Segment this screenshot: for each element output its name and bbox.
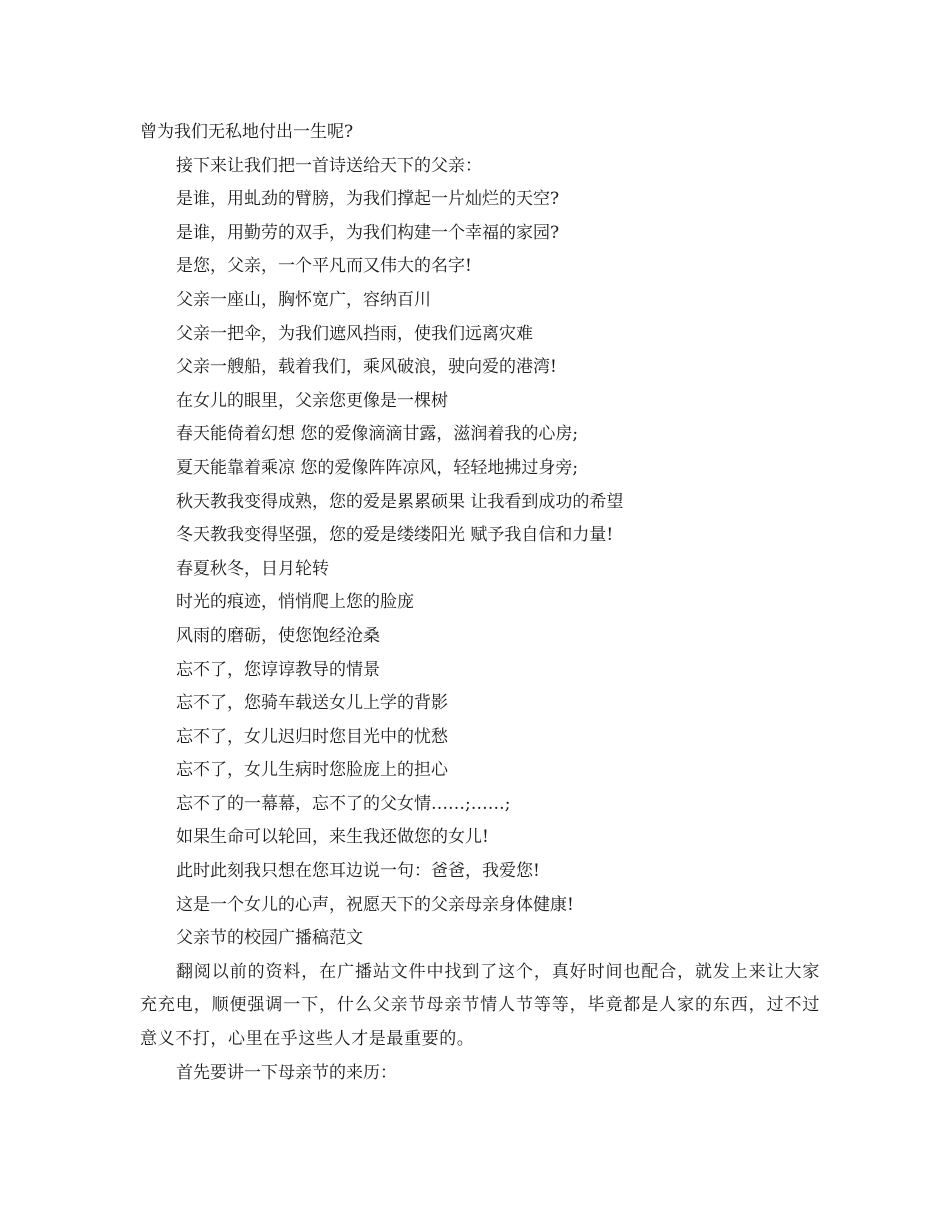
poem-line: 是您，父亲，一个平凡而又伟大的名字! [176, 256, 472, 277]
poem-line: 忘不了，女儿生病时您脸庞上的担心 [176, 760, 448, 781]
poem-line: 忘不了的一幕幕，忘不了的父女情……;……; [176, 793, 511, 814]
poem-line: 父亲一座山，胸怀宽广，容纳百川 [176, 289, 431, 310]
text-line: 首先要讲一下母亲节的来历： [176, 1062, 397, 1083]
poem-line: 父亲一把伞，为我们遮风挡雨，使我们远离灾难 [176, 323, 533, 344]
poem-line: 忘不了，您谆谆教导的情景 [176, 659, 380, 680]
poem-line: 冬天教我变得坚强，您的爱是缕缕阳光 赋予我自信和力量! [176, 525, 614, 546]
body-paragraph: 翻阅以前的资料，在广播站文件中找到了这个，真好时间也配合，就发上来让大家充充电，顺便强调一下，什么父亲节母亲节情人节等等，毕竟都是人家的东西，过不过意义不打，心里在乎这些人才是最重要的。 [140, 961, 820, 1050]
poem-line: 是谁，用勤劳的双手，为我们构建一个幸福的家园? [176, 222, 560, 243]
text-line: 曾为我们无私地付出一生呢? [140, 122, 354, 142]
poem-line: 父亲一艘船，载着我们，乘风破浪，驶向爱的港湾! [176, 357, 557, 378]
poem-line: 忘不了，女儿迟归时您目光中的忧愁 [176, 726, 448, 747]
poem-line: 夏天能靠着乘凉 您的爱像阵阵凉风，轻轻地拂过身旁; [176, 457, 579, 478]
poem-line: 在女儿的眼里，父亲您更像是一棵树 [176, 390, 448, 411]
poem-line: 如果生命可以轮回，来生我还做您的女儿! [176, 827, 489, 848]
poem-line: 风雨的磨砺，使您饱经沧桑 [176, 625, 380, 646]
poem-line: 春天能倚着幻想 您的爱像滴滴甘露，滋润着我的心房; [176, 424, 579, 445]
poem-line: 时光的痕迹，悄悄爬上您的脸庞 [176, 592, 414, 613]
text-line: 接下来让我们把一首诗送给天下的父亲： [176, 155, 482, 176]
poem-line: 这是一个女儿的心声，祝愿天下的父亲母亲身体健康! [176, 894, 574, 915]
document-body [140, 116, 820, 1090]
poem-line: 秋天教我变得成熟，您的爱是累累硕果 让我看到成功的希望 [176, 491, 624, 512]
poem-line: 春夏秋冬，日月轮转 [176, 558, 329, 579]
poem-line: 忘不了，您骑车载送女儿上学的背影 [176, 693, 448, 714]
section-title: 父亲节的校园广播稿范文 [176, 928, 363, 949]
poem-line: 此时此刻我只想在您耳边说一句：爸爸，我爱您! [176, 861, 540, 882]
poem-line: 是谁，用虬劲的臂膀，为我们撑起一片灿烂的天空? [176, 189, 560, 210]
